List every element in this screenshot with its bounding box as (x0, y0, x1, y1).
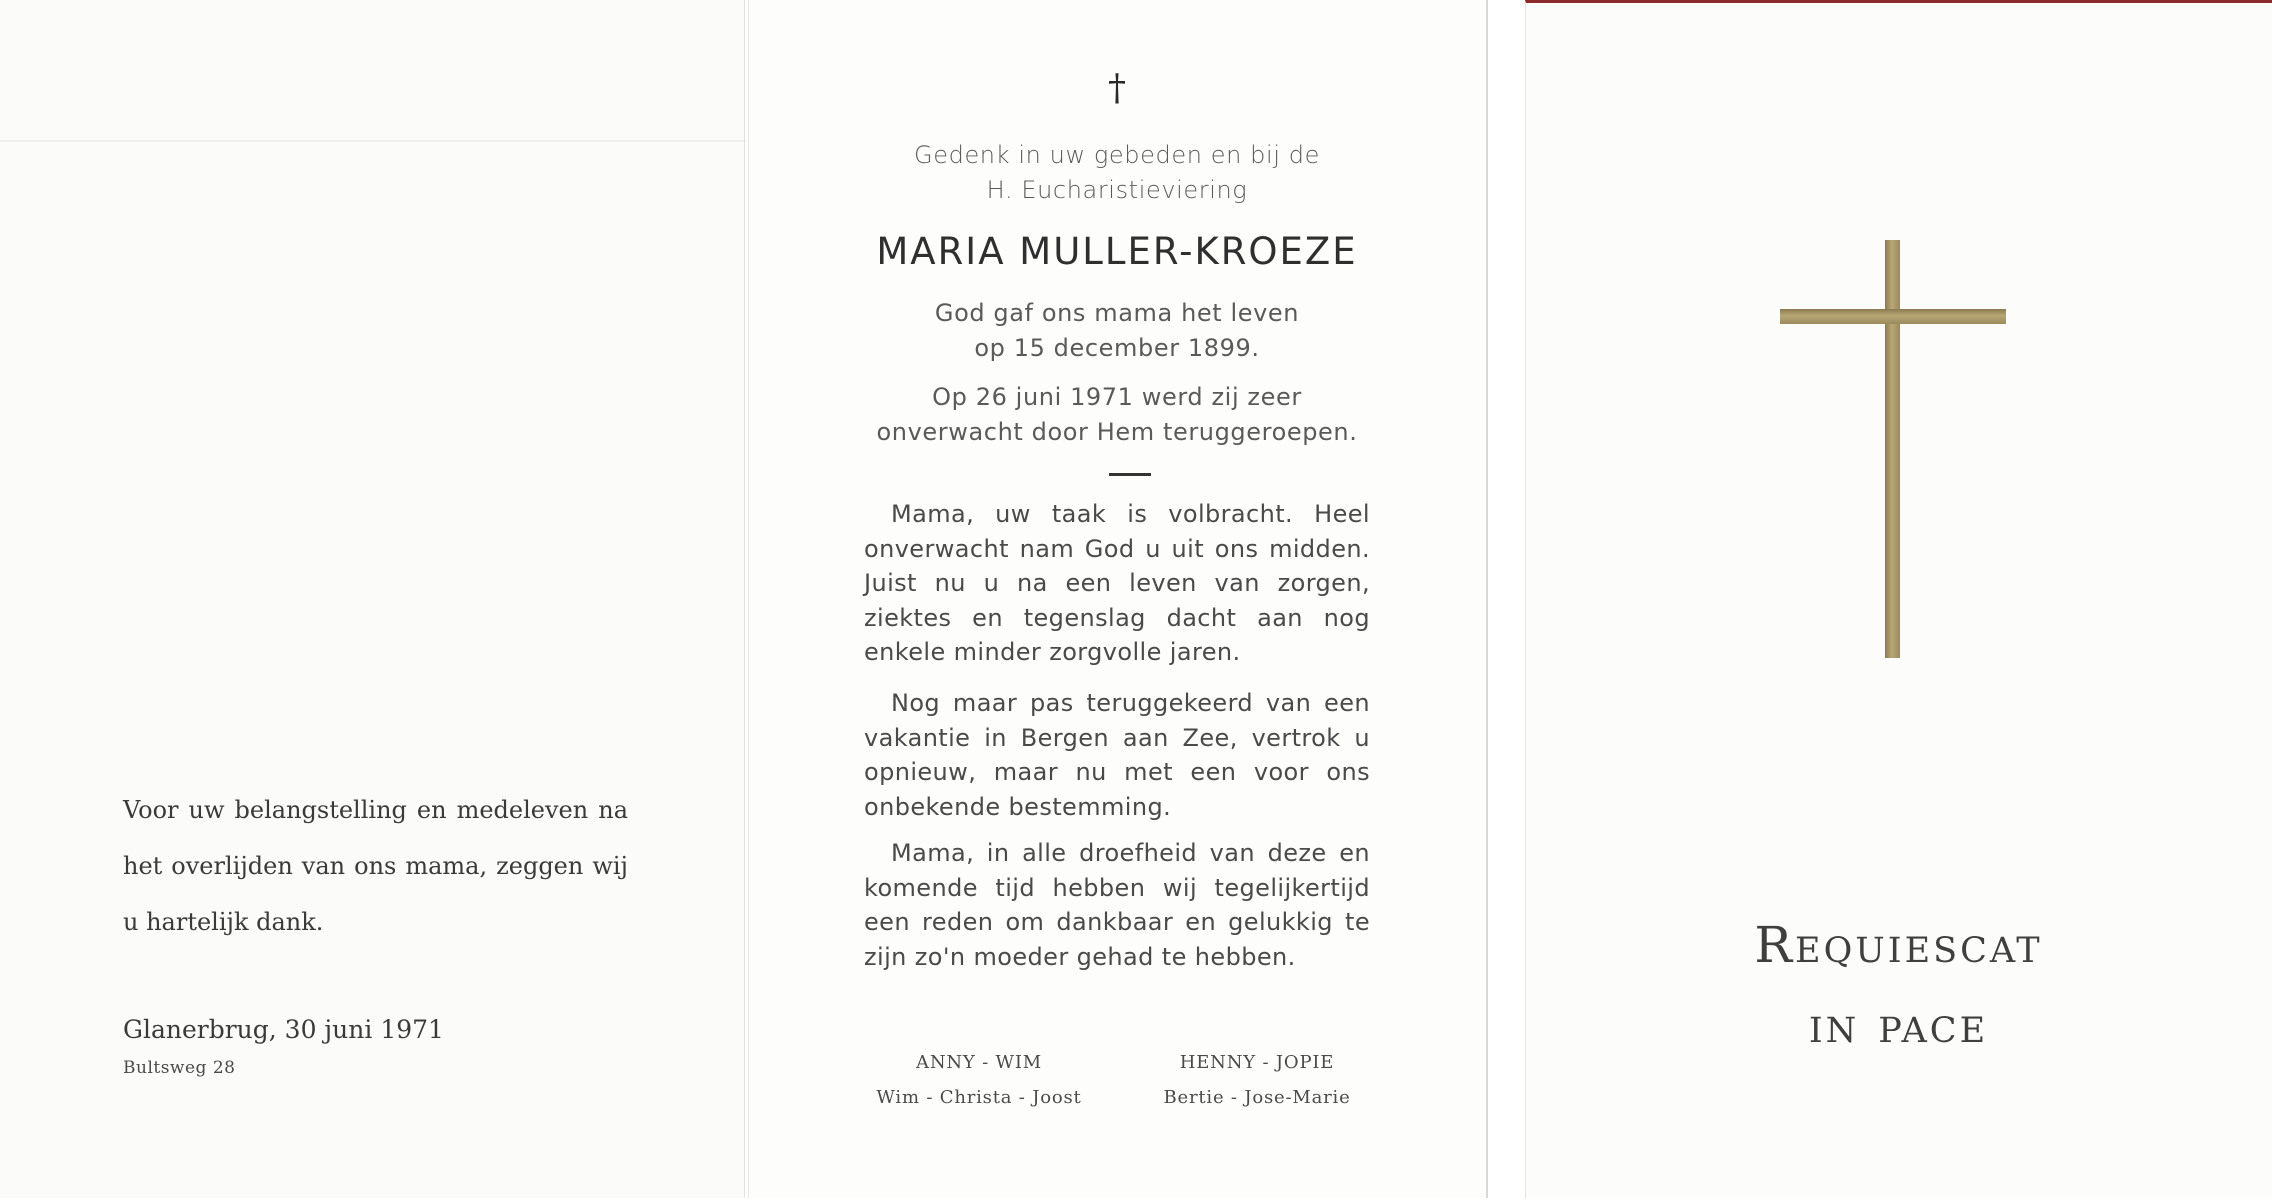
family-right (1122, 1045, 1392, 1115)
remembrance-line (864, 138, 1370, 208)
cross-horizontal-bar (1780, 309, 2006, 324)
address: Bultsweg 28 (123, 1058, 236, 1078)
remembrance-line-2: H. Eucharistieviering (986, 176, 1248, 204)
middle-panel (748, 0, 1488, 1198)
remembrance-line-1: Gedenk in uw gebeden en bij de (914, 141, 1320, 169)
deceased-name: MARIA MULLER-KROEZE (876, 230, 1358, 273)
birth-line-2: op 15 december 1899. (974, 334, 1260, 362)
rip-line-2: in pace (1808, 996, 1989, 1054)
rip-line-1: Requiescat (1754, 916, 2043, 974)
death-text: Op 26 juni 1971 werd zij zeer onverwacht door Hem teruggeroepen. (876, 383, 1358, 446)
birth-line-1: God gaf ons mama het leven (934, 299, 1300, 327)
family-left (844, 1045, 1114, 1115)
left-panel (0, 0, 745, 1198)
thanks-text: Voor uw belangstelling en medeleven na het overlijden van ons mama, zeggen wij u hartelijk dank. (123, 796, 628, 936)
family-right-line-2: Bertie - Jose-Marie (1163, 1087, 1351, 1108)
paragraph-1: Mama, uw taak is volbracht. Heel onverwacht nam God u uit ons midden. Juist nu u na een leven van zorgen, ziektes en tegenslag dacht aan nog enkele minder zorgvolle jaren. (864, 500, 1370, 666)
place-date: Glanerbrug, 30 juni 1971 (123, 1015, 444, 1044)
family-right-line-1: HENNY - JOPIE (1179, 1052, 1335, 1073)
divider (1109, 473, 1151, 476)
gold-cross-icon (1780, 240, 2006, 658)
family-left-line-2: Wim - Christa - Joost (876, 1087, 1082, 1108)
small-cross-icon: † (1108, 68, 1126, 109)
requiescat-in-pace (1525, 905, 2272, 1065)
family-left-line-1: ANNY - WIM (916, 1052, 1042, 1073)
paragraph-3: Mama, in alle droefheid van deze en komende tijd hebben wij tegelijkertijd een reden om dankbaar en gelukkig te zijn zo'n moeder gehad te hebben. (864, 839, 1370, 971)
fold-crease (0, 140, 745, 142)
panel-gap (1490, 0, 1525, 1200)
birth-text (864, 296, 1370, 366)
paragraph-2: Nog maar pas teruggekeerd van een vakantie in Bergen aan Zee, vertrok u opnieuw, maar nu met een voor ons onbekende bestemming. (864, 689, 1370, 821)
cross-vertical-bar (1885, 240, 1900, 658)
